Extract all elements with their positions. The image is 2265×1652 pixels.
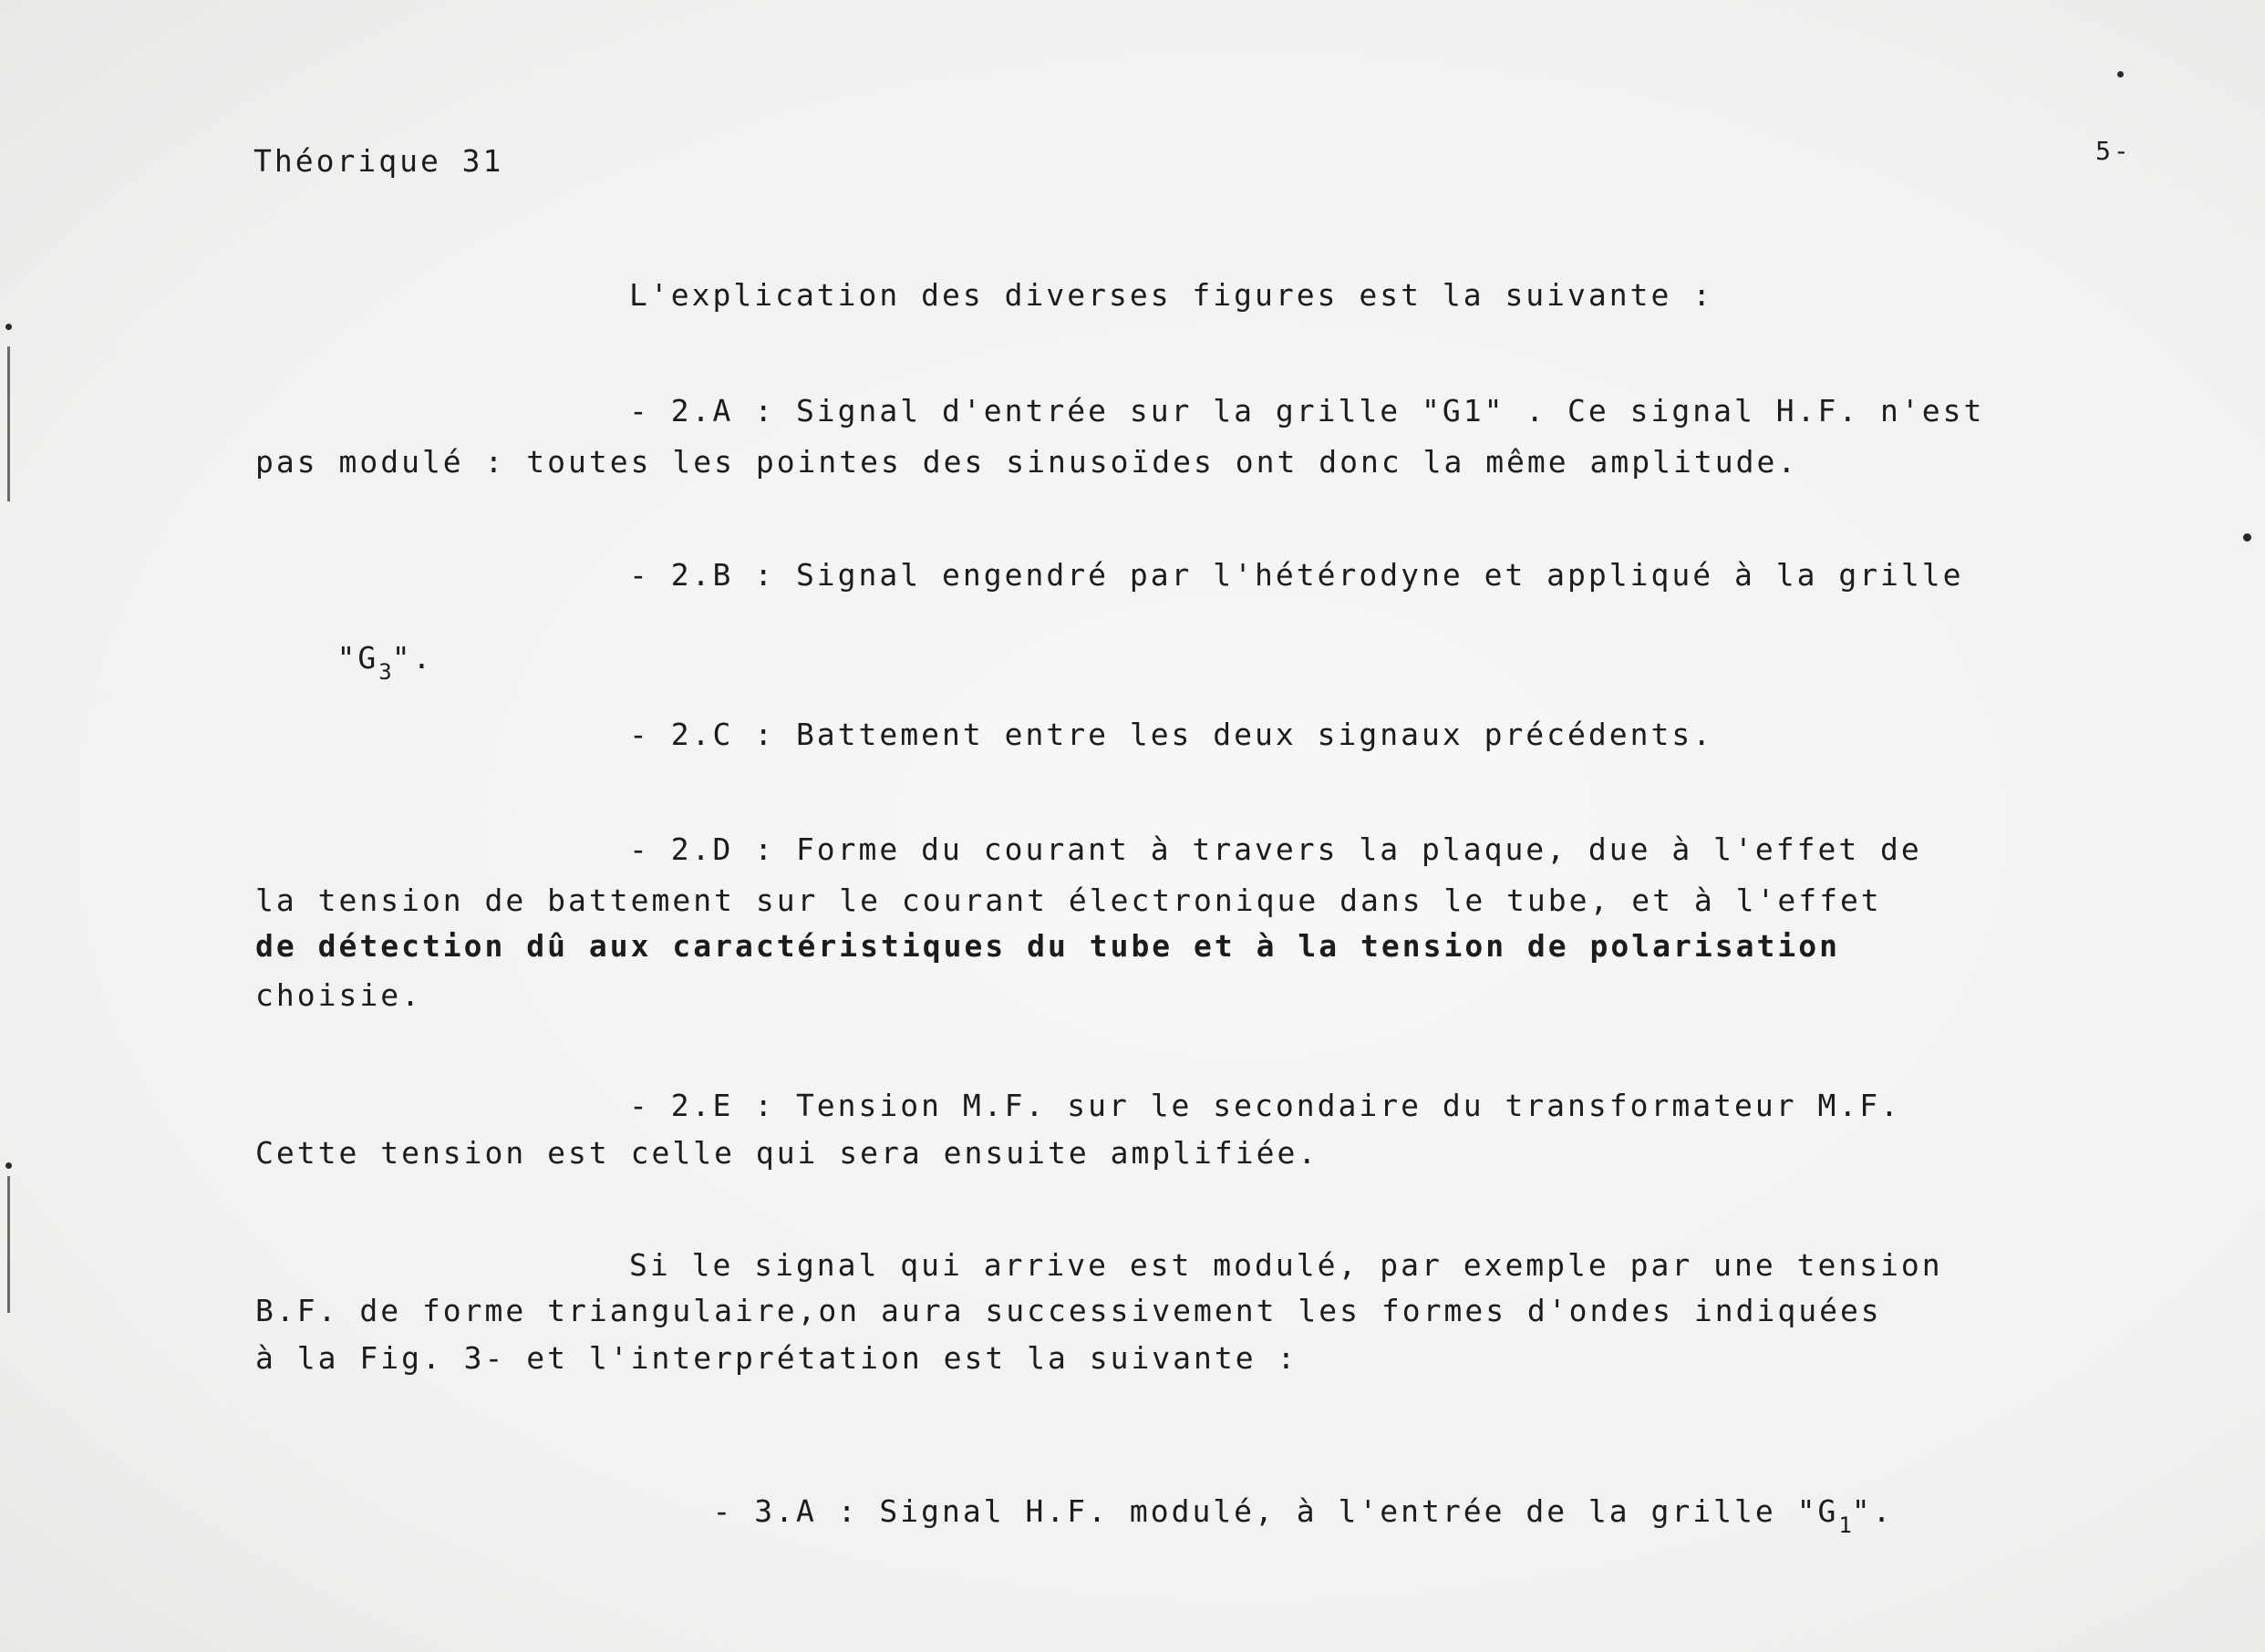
- subscript: 1: [1838, 1513, 1852, 1538]
- subscript: 3: [378, 659, 392, 685]
- scan-edge-mark-top: [7, 346, 10, 501]
- item-3a-text: - 3.A : Signal H.F. modulé, à l'entrée de la grille "G: [712, 1493, 1839, 1529]
- page-number: 5-: [2095, 136, 2132, 166]
- scan-speck: [5, 1162, 12, 1169]
- item-2e-line1: - 2.E : Tension M.F. sur le secondaire du transformateur M.F.: [629, 1088, 1901, 1123]
- scan-speck: [2243, 533, 2251, 542]
- item-2a-line1: - 2.A : Signal d'entrée sur la grille "G1" . Ce signal H.F. n'est: [629, 393, 1985, 428]
- item-2e-line2: Cette tension est celle qui sera ensuite amplifiée.: [255, 1135, 1319, 1171]
- item-2b-line2: [253, 604, 433, 716]
- item-2d-line4: choisie.: [255, 977, 422, 1013]
- scan-speck: [2117, 71, 2124, 77]
- item-2c-line1: - 2.C : Battement entre les deux signaux précédents.: [629, 717, 1714, 752]
- item-2d-line2: la tension de battement sur le courant électronique dans le tube, et à l'effet: [255, 883, 1882, 918]
- para-modulated-line3: à la Fig. 3- et l'interprétation est la suivante :: [255, 1340, 1298, 1376]
- item-2a-line2: pas modulé : toutes les pointes des sinusoïdes ont donc la même amplitude.: [255, 444, 1799, 480]
- quote-close: ".: [1851, 1493, 1894, 1529]
- scan-edge-mark-bottom: [7, 1176, 10, 1313]
- quote-open: "G: [336, 640, 379, 676]
- para-modulated-line1: Si le signal qui arrive est modulé, par exemple par une tension: [629, 1247, 1943, 1283]
- page-header-title: Théorique 31: [253, 143, 504, 179]
- quote-close: ".: [391, 640, 434, 676]
- item-2b-line1: - 2.B : Signal engendré par l'hétérodyne et appliqué à la grille: [629, 557, 1964, 593]
- item-2d-line1: - 2.D : Forme du courant à travers la plaque, due à l'effet de: [629, 831, 1922, 867]
- item-3a-line1: [629, 1457, 1894, 1569]
- item-2d-line3: de détection dû aux caractéristiques du tube et à la tension de polarisation: [255, 928, 1840, 964]
- scan-speck: [5, 324, 12, 330]
- para-modulated-line2: B.F. de forme triangulaire,on aura successivement les formes d'ondes indiquées: [255, 1293, 1882, 1328]
- intro-line: L'explication des diverses figures est la suivante :: [629, 277, 1714, 313]
